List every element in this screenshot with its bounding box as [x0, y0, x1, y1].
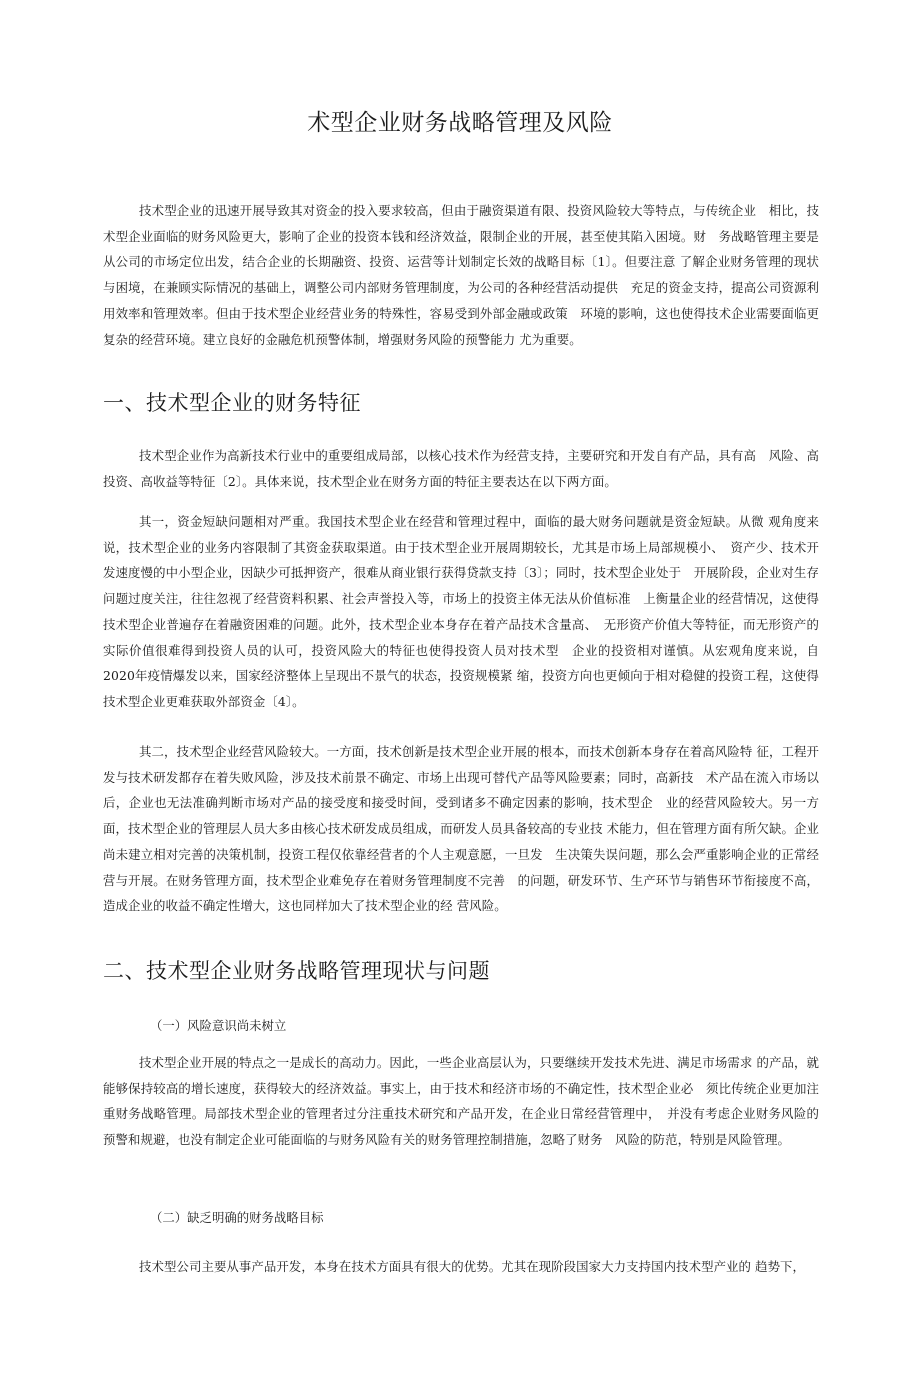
section-1-paragraph-3: 其二，技术型企业经营风险较大。一方面，技术创新是技术型企业开展的根本，而技术创新本身存在着高风险特 征，工程开发与技术研发都存在着失败风险，涉及技术前景不确定、市场上出现可替代产品等风险要素；同时，高新技 术产品在流入市场以后，企业也无法准确判断市场对产品的接受度和接受时间，受到诸多不确定因素的影响，技术型企 业的经营风险较大。另一方面，技术型企业的管理层人员大多由核心技术研发成员组成，而研发人员具备较高的专业技 术能力，但在管理方面有所欠缺。企业尚未建立相对完善的决策机制，投资工程仅依靠经营者的个人主观意愿，一旦发 生决策失误问题，那么会严重影响企业的正常经营与开展。在财务管理方面，技术型企业难免存在着财务管理制度不完善 的问题，研发环节、生产环节与销售环节衔接度不高，造成企业的收益不确定性增大，这也同样加大了技术型企业的经 营风险。 — [103, 744, 820, 914]
section-1-paragraph-1: 技术型企业作为高新技术行业中的重要组成局部，以核心技术作为经营支持，主要研究和开发自有产品，具有高 风险、高投资、高收益等特征〔2〕。具体来说，技术型企业在财务方面的特征主要表达在以下两方面。 — [103, 448, 819, 489]
subsection-2-paragraph: 技术型公司主要从事产品开发，本身在技术方面具有很大的优势。尤其在现阶段国家大力支持国内技术型产业的 趋势下， — [139, 1259, 806, 1274]
subsection-1-heading: （一）风险意识尚未树立 — [150, 1018, 287, 1033]
section-1-heading: 一、技术型企业的财务特征 — [103, 391, 361, 415]
document-title: 术型企业财务战略管理及风险 — [307, 110, 613, 136]
subsection-2-heading: （二）缺乏明确的财务战略目标 — [150, 1210, 324, 1225]
section-2-heading: 二、技术型企业财务战略管理现状与问题 — [103, 959, 490, 983]
subsection-1-paragraph: 技术型企业开展的特点之一是成长的高动力。因此，一些企业高层认为，只要继续开发技术先进、满足市场需求 的产品，就能够保持较高的增长速度，获得较大的经济效益。事实上，由于技术和经济市场的不确定性，技术型企业必 须比传统企业更加注重财务战略管理。局部技术型企业的管理者过分注重技术研究和产品开发，在企业日常经营管理中， 并没有考虑企业财务风险的预警和规避，也没有制定企业可能面临的与财务风险有关的财务管理控制措施，忽略了财务 风险的防范，特别是风险管理。 — [103, 1055, 819, 1148]
section-1-paragraph-2: 其一，资金短缺问题相对严重。我国技术型企业在经营和管理过程中，面临的最大财务问题就是资金短缺。从微 观角度来说，技术型企业的业务内容限制了其资金获取渠道。由于技术型企业开展周期较长，尤其是市场上局部规模小、 资产少、技术开发速度慢的中小型企业，因缺少可抵押资产，很难从商业银行获得贷款支持〔3〕；同时，技术型企业处于 开展阶段，企业对生存问题过度关注，往往忽视了经营资料积累、社会声誉投入等，市场上的投资主体无法从价值标准 上衡量企业的经营情况，这使得技术型企业普遍存在着融资困难的问题。此外，技术型企业本身存在着产品技术含量高、 无形资产价值大等特征，而无形资产的实际价值很难得到投资人员的认可，投资风险大的特征也使得投资人员对技术型 企业的投资相对谨慎。从宏观角度来说，自2020年疫情爆发以来，国家经济整体上呈现出不景气的状态，投资规模紧 缩，投资方向也更倾向于相对稳健的投资工程，这使得技术型企业更难获取外部资金〔4〕。 — [103, 514, 819, 709]
intro-paragraph: 技术型企业的迅速开展导致其对资金的投入要求较高，但由于融资渠道有限、投资风险较大等特点，与传统企业 相比，技术型企业面临的财务风险更大，影响了企业的投资本钱和经济效益，限制企业的开展，甚至使其陷入困境。财 务战略管理主要是从公司的市场定位出发，结合企业的长期融资、投资、运营等计划制定长效的战略目标〔1〕。但要注意 了解企业财务管理的现状与困境，在兼顾实际情况的基础上，调整公司内部财务管理制度，为公司的各种经营活动提供 充足的资金支持，提高公司资源利用效率和管理效率。但由于技术型企业经营业务的特殊性，容易受到外部金融或政策 环境的影响，这也使得技术企业需要面临更复杂的经营环境。建立良好的金融危机预警体制，增强财务风险的预警能力 尤为重要。 — [103, 203, 819, 347]
